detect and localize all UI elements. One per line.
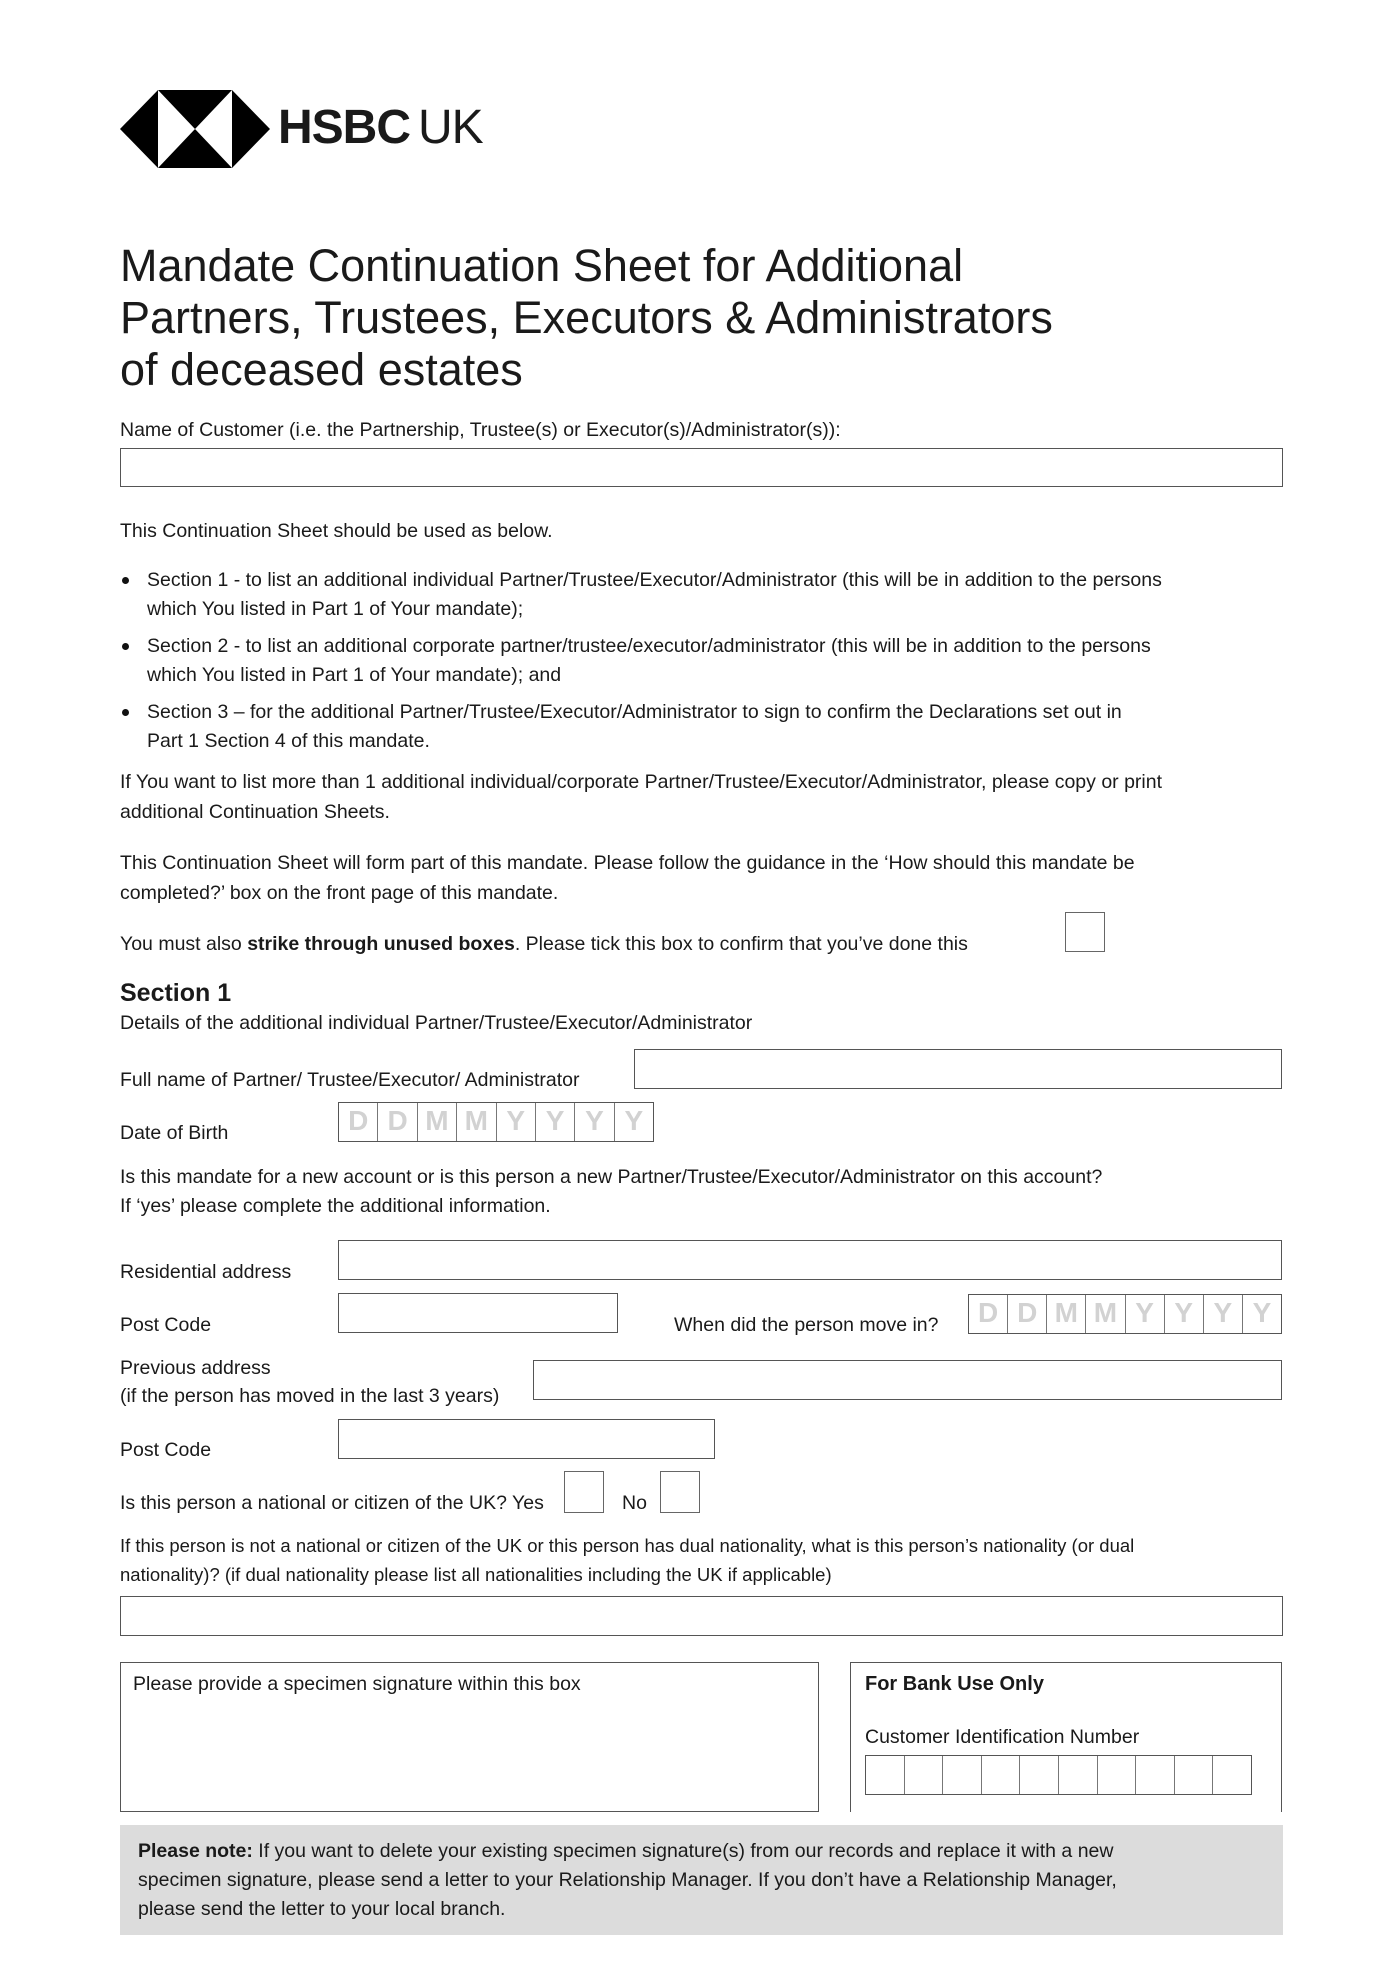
please-note-text: Please note: If you want to delete your existing specimen signature(s) from our records and replace it with a new specimen signature, please send a letter to your Relationship Manager. If you don’t have a Relationship Manager, please send the letter to your local branch.: [138, 1840, 1117, 1920]
uk-national-yes-checkbox[interactable]: [564, 1471, 604, 1513]
dob-input[interactable]: D D M M Y Y Y Y: [338, 1102, 654, 1142]
residential-address-label: Residential address: [120, 1261, 292, 1283]
bullet-1: [122, 577, 129, 584]
uk-national-no-checkbox[interactable]: [660, 1471, 700, 1513]
move-in-date-input[interactable]: D D M M Y Y Y Y: [968, 1294, 1282, 1334]
bank-use-heading: For Bank Use Only: [865, 1673, 1044, 1695]
previous-address-input[interactable]: [533, 1360, 1282, 1400]
uk-national-question: Is this person a national or citizen of the UK? Yes: [120, 1492, 544, 1514]
specimen-signature-box[interactable]: [120, 1662, 819, 1812]
no-label: No: [622, 1492, 647, 1514]
customer-name-input[interactable]: [120, 448, 1283, 487]
yes-label: Yes: [512, 1492, 544, 1514]
bullet-2: [122, 643, 129, 650]
previous-postcode-label: Post Code: [120, 1439, 212, 1461]
full-name-label: Full name of Partner/ Trustee/Executor/ Administrator: [120, 1069, 580, 1091]
guidance-bullet-3: Section 3 – for the additional Partner/Trustee/Executor/Administrator to sign to confirm the Declarations set out in Part 1 Section 4 of this mandate.: [147, 701, 1122, 752]
strike-through-instruction: You must also strike through unused boxes. Please tick this box to confirm that you’ve done this: [120, 933, 968, 955]
section-1-subheading: Details of the additional individual Partner/Trustee/Executor/Administrator: [120, 1012, 753, 1034]
cin-label: Customer Identification Number: [865, 1726, 1140, 1748]
previous-address-label: Previous address: [120, 1357, 271, 1379]
cin-input[interactable]: [865, 1755, 1252, 1795]
please-note-panel: [120, 1825, 1283, 1935]
page-title: [120, 240, 1053, 396]
guidance-more-sheets: If You want to list more than 1 additional individual/corporate Partner/Trustee/Executor/Administrator, please copy or print additional Continuation Sheets.: [120, 771, 1163, 823]
full-name-input[interactable]: [634, 1049, 1282, 1089]
move-in-label: When did the person move in?: [674, 1314, 939, 1336]
previous-address-note: (if the person has moved in the last 3 years): [120, 1385, 500, 1407]
section-1-heading: Section 1: [120, 979, 232, 1007]
guidance-form-part: This Continuation Sheet will form part of this mandate. Please follow the guidance in the ‘How should this mandate be completed?’ box on the front page of this mandate.: [120, 852, 1135, 904]
residential-postcode-input[interactable]: [338, 1293, 618, 1333]
guidance-bullet-2: Section 2 - to list an additional corporate partner/trustee/executor/administrator (this will be in addition to the persons which You listed in Part 1 of Your mandate); and: [147, 635, 1151, 686]
hsbc-logo: [120, 90, 483, 168]
previous-postcode-input[interactable]: [338, 1419, 715, 1459]
strike-confirm-checkbox[interactable]: [1065, 912, 1105, 952]
customer-name-label: Name of Customer (i.e. the Partnership, Trustee(s) or Executor(s)/Administrator(s)):: [120, 419, 841, 441]
residential-address-input[interactable]: [338, 1240, 1282, 1280]
title-line-1: Mandate Continuation Sheet for Additional: [120, 240, 964, 291]
guidance-intro: This Continuation Sheet should be used as below.: [120, 520, 553, 542]
logo-text-bold: HSBC: [278, 101, 411, 154]
title-line-3: of deceased estates: [120, 344, 523, 395]
logo-text-light: UK: [418, 101, 483, 154]
bullet-3: [122, 709, 129, 716]
title-line-2: Partners, Trustees, Executors & Administrators: [120, 292, 1053, 343]
hsbc-hexagon-icon: [120, 90, 270, 168]
nationality-question: If this person is not a national or citizen of the UK or this person has dual nationality, what is this person’s nationality (or dual nationality)? (if dual nationality please list all nationalities including the UK if applicable): [120, 1535, 1135, 1585]
guidance-bullet-1: Section 1 - to list an additional individual Partner/Trustee/Executor/Administrator (this will be in addition to the persons which You listed in Part 1 of Your mandate);: [147, 569, 1162, 620]
dob-label: Date of Birth: [120, 1122, 229, 1144]
residential-postcode-label: Post Code: [120, 1314, 212, 1336]
signature-label: Please provide a specimen signature within this box: [133, 1673, 581, 1695]
new-mandate-question: Is this mandate for a new account or is this person a new Partner/Trustee/Executor/Administrator on this account? If ‘yes’ please complete the additional information.: [120, 1166, 1103, 1217]
bank-use-box: [850, 1662, 1282, 1812]
nationality-input[interactable]: [120, 1596, 1283, 1636]
